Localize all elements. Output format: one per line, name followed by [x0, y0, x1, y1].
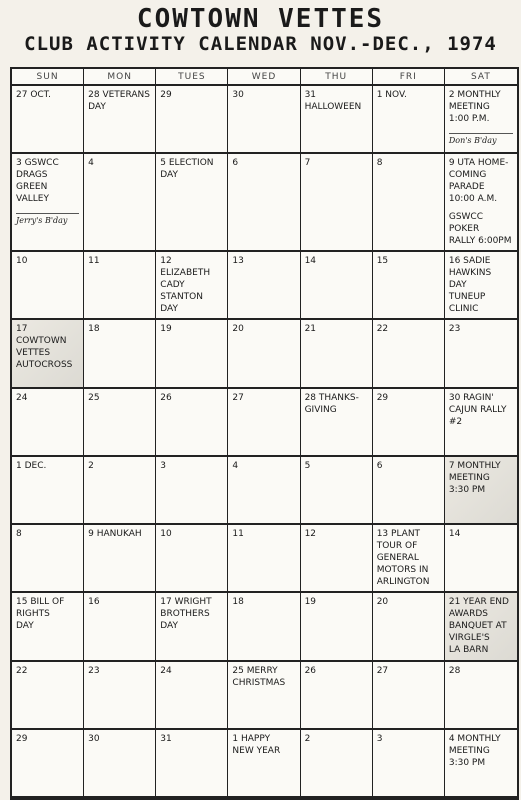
day-entry: 27: [232, 392, 244, 403]
calendar-club-name: COWTOWN VETTES: [136, 4, 385, 34]
calendar-day-cell: [12, 389, 84, 457]
day-entry: 27: [376, 665, 389, 676]
day-entry: 1 HAPPY NEW YEAR: [232, 733, 281, 756]
calendar-day-cell: [445, 86, 517, 154]
day-entry: 7: [304, 158, 311, 169]
calendar-day-cell: [373, 593, 445, 661]
day-entry: 13 PLANT TOUR OF GENERAL MOTORS IN ARLINGTON: [376, 529, 430, 588]
calendar-day-cell: [445, 320, 517, 388]
calendar-day-cell: [156, 252, 228, 320]
calendar-day-cell: [373, 154, 445, 252]
day-entry: 28 THANKS- GIVING: [304, 392, 359, 415]
day-entry: 8: [376, 158, 383, 169]
calendar-day-cell: [156, 86, 228, 154]
day-entry: 2: [304, 733, 311, 744]
calendar-day-cell: [445, 457, 517, 525]
day-entry: 24: [16, 392, 28, 403]
day-entry: 25: [88, 392, 100, 403]
calendar-day-cell: [156, 730, 228, 798]
day-entry: 25 MERRY CHRISTMAS: [232, 665, 286, 688]
day-entry: 14: [448, 529, 461, 540]
day-entry: 12: [304, 529, 317, 540]
calendar-day-cell: [156, 457, 228, 525]
calendar-day-cell: [373, 389, 445, 457]
day-entry: 9 UTA HOME- COMING PARADE 10:00 A.M.: [448, 158, 509, 205]
day-entry: 13: [232, 256, 244, 267]
day-entry: 29: [16, 733, 28, 744]
calendar-day-cell: [12, 662, 84, 730]
handwritten-note: Jerry's B'day: [16, 213, 79, 227]
calendar-day-cell: [301, 252, 373, 320]
calendar-day-cell: [12, 593, 84, 661]
day-entry: 30: [232, 90, 244, 100]
day-entry: 21: [304, 324, 317, 335]
day-entry: 26: [304, 665, 317, 676]
day-entry: 2 MONTHLY MEETING 1:00 P.M.: [448, 90, 501, 124]
calendar-day-cell: [12, 730, 84, 798]
calendar-day-cell: [84, 252, 156, 320]
calendar-day-cell: [373, 730, 445, 798]
calendar-day-cell: [84, 662, 156, 730]
day-entry: 15 BILL OF RIGHTS DAY: [16, 597, 65, 632]
calendar-day-cell: [156, 662, 228, 730]
day-entry: 31: [160, 733, 172, 744]
calendar-day-cell: [12, 320, 84, 388]
calendar-day-cell: [301, 320, 373, 388]
day-entry: 27 OCT.: [16, 90, 51, 100]
calendar-day-cell: [445, 154, 517, 252]
calendar-day-cell: [84, 457, 156, 525]
calendar-day-cell: [445, 662, 517, 730]
calendar-day-cell: [373, 320, 445, 388]
day-entry: 6: [232, 158, 239, 169]
day-entry: 3: [376, 733, 383, 744]
day-entry: 10: [16, 256, 28, 267]
calendar-day-cell: [228, 593, 300, 661]
day-entry: 5: [304, 460, 311, 471]
calendar-day-cell: [228, 525, 300, 593]
calendar-day-cell: [301, 154, 373, 252]
day-entry: 31 HALLOWEEN: [304, 90, 362, 112]
day-extra-entry: GSWCC POKER RALLY 6:00PM: [448, 212, 512, 247]
weekday-header: THU: [301, 69, 373, 86]
calendar-day-cell: [12, 154, 84, 252]
calendar-day-cell: [301, 525, 373, 593]
day-entry: 18: [232, 597, 244, 608]
weekday-header: TUES: [156, 69, 228, 86]
calendar-day-cell: [301, 593, 373, 661]
day-entry: 3 GSWCC DRAGS GREEN VALLEY: [16, 158, 59, 205]
calendar-day-cell: [156, 389, 228, 457]
calendar-day-cell: [228, 457, 300, 525]
day-entry: 12 ELIZABETH CADY STANTON DAY: [160, 256, 211, 315]
calendar-day-cell: [373, 662, 445, 730]
weekday-header: WED: [228, 69, 300, 86]
calendar-day-cell: [228, 320, 300, 388]
day-entry: 23: [448, 324, 461, 335]
day-entry: 10: [160, 529, 172, 540]
day-entry: 16: [88, 597, 100, 608]
day-entry: 23: [88, 665, 100, 676]
day-entry: 29: [160, 90, 172, 100]
calendar-day-cell: [301, 457, 373, 525]
day-entry: 19: [304, 597, 317, 608]
calendar-day-cell: [156, 593, 228, 661]
calendar-day-cell: [84, 730, 156, 798]
weekday-header: SUN: [12, 69, 84, 86]
calendar-day-cell: [228, 86, 300, 154]
calendar-day-cell: [84, 525, 156, 593]
day-entry: 30: [88, 733, 100, 744]
calendar-day-cell: [445, 389, 517, 457]
calendar-day-cell: [84, 86, 156, 154]
day-entry: 15: [376, 256, 389, 267]
calendar-day-cell: [84, 154, 156, 252]
calendar-day-cell: [156, 525, 228, 593]
day-entry: 20: [232, 324, 244, 335]
day-entry: 28 VETERANS DAY: [88, 90, 150, 112]
calendar-day-cell: [228, 154, 300, 252]
weekday-header: MON: [84, 69, 156, 86]
calendar-day-cell: [84, 389, 156, 457]
day-entry: 1 NOV.: [376, 90, 407, 100]
day-entry: 8: [16, 529, 22, 540]
calendar-day-cell: [373, 86, 445, 154]
calendar-day-cell: [301, 389, 373, 457]
day-entry: 17 COWTOWN VETTES AUTOCROSS: [16, 324, 73, 371]
day-entry: 22: [16, 665, 28, 676]
calendar-day-cell: [228, 252, 300, 320]
calendar-day-cell: [228, 662, 300, 730]
calendar-day-cell: [373, 252, 445, 320]
day-entry: 29: [376, 392, 389, 403]
day-entry: 4 MONTHLY MEETING 3:30 PM: [448, 733, 501, 768]
day-entry: 11: [88, 256, 100, 267]
calendar-day-cell: [373, 457, 445, 525]
day-entry: 28: [448, 665, 461, 676]
calendar-day-cell: [445, 730, 517, 798]
day-entry: 5 ELECTION DAY: [160, 158, 214, 181]
weekday-header: FRI: [373, 69, 445, 86]
calendar-day-cell: [12, 86, 84, 154]
day-entry: 6: [376, 460, 383, 471]
calendar-title: CLUB ACTIVITY CALENDAR NOV.-DEC., 1974: [24, 33, 497, 55]
day-entry: 20: [376, 597, 389, 608]
day-entry: 16 SADIE HAWKINS DAY TUNEUP CLINIC: [448, 256, 492, 315]
day-entry: 26: [160, 392, 172, 403]
day-entry: 21 YEAR END AWARDS BANQUET AT VIRGLE'S LA BARN: [448, 597, 509, 656]
calendar-day-cell: [228, 730, 300, 798]
calendar-grid: [10, 67, 519, 800]
day-entry: 1 DEC.: [16, 460, 47, 471]
day-entry: 30 RAGIN' CAJUN RALLY #2: [448, 392, 507, 427]
day-entry: 18: [88, 324, 100, 335]
calendar-day-cell: [84, 593, 156, 661]
calendar-day-cell: [156, 320, 228, 388]
calendar-day-cell: [156, 154, 228, 252]
day-entry: 4: [88, 158, 94, 169]
day-entry: 7 MONTHLY MEETING 3:30 PM: [448, 460, 501, 495]
calendar-day-cell: [445, 252, 517, 320]
day-entry: 14: [304, 256, 317, 267]
day-entry: 24: [160, 665, 172, 676]
day-entry: 19: [160, 324, 172, 335]
calendar-day-cell: [445, 525, 517, 593]
day-entry: 22: [376, 324, 389, 335]
calendar-day-cell: [301, 730, 373, 798]
calendar-day-cell: [84, 320, 156, 388]
calendar-day-cell: [12, 252, 84, 320]
calendar-day-cell: [301, 86, 373, 154]
calendar-day-cell: [445, 593, 517, 661]
day-entry: 17 WRIGHT BROTHERS DAY: [160, 597, 212, 632]
calendar-day-cell: [301, 662, 373, 730]
weekday-header: SAT: [445, 69, 517, 86]
day-entry: 2: [88, 460, 94, 471]
day-entry: 9 HANUKAH: [88, 529, 142, 540]
day-entry: 4: [232, 460, 239, 471]
calendar-day-cell: [228, 389, 300, 457]
day-entry: 3: [160, 460, 167, 471]
day-entry: 11: [232, 529, 244, 540]
calendar-day-cell: [373, 525, 445, 593]
calendar-day-cell: [12, 457, 84, 525]
handwritten-note: Don's B'day: [449, 133, 513, 147]
calendar-day-cell: [12, 525, 84, 593]
